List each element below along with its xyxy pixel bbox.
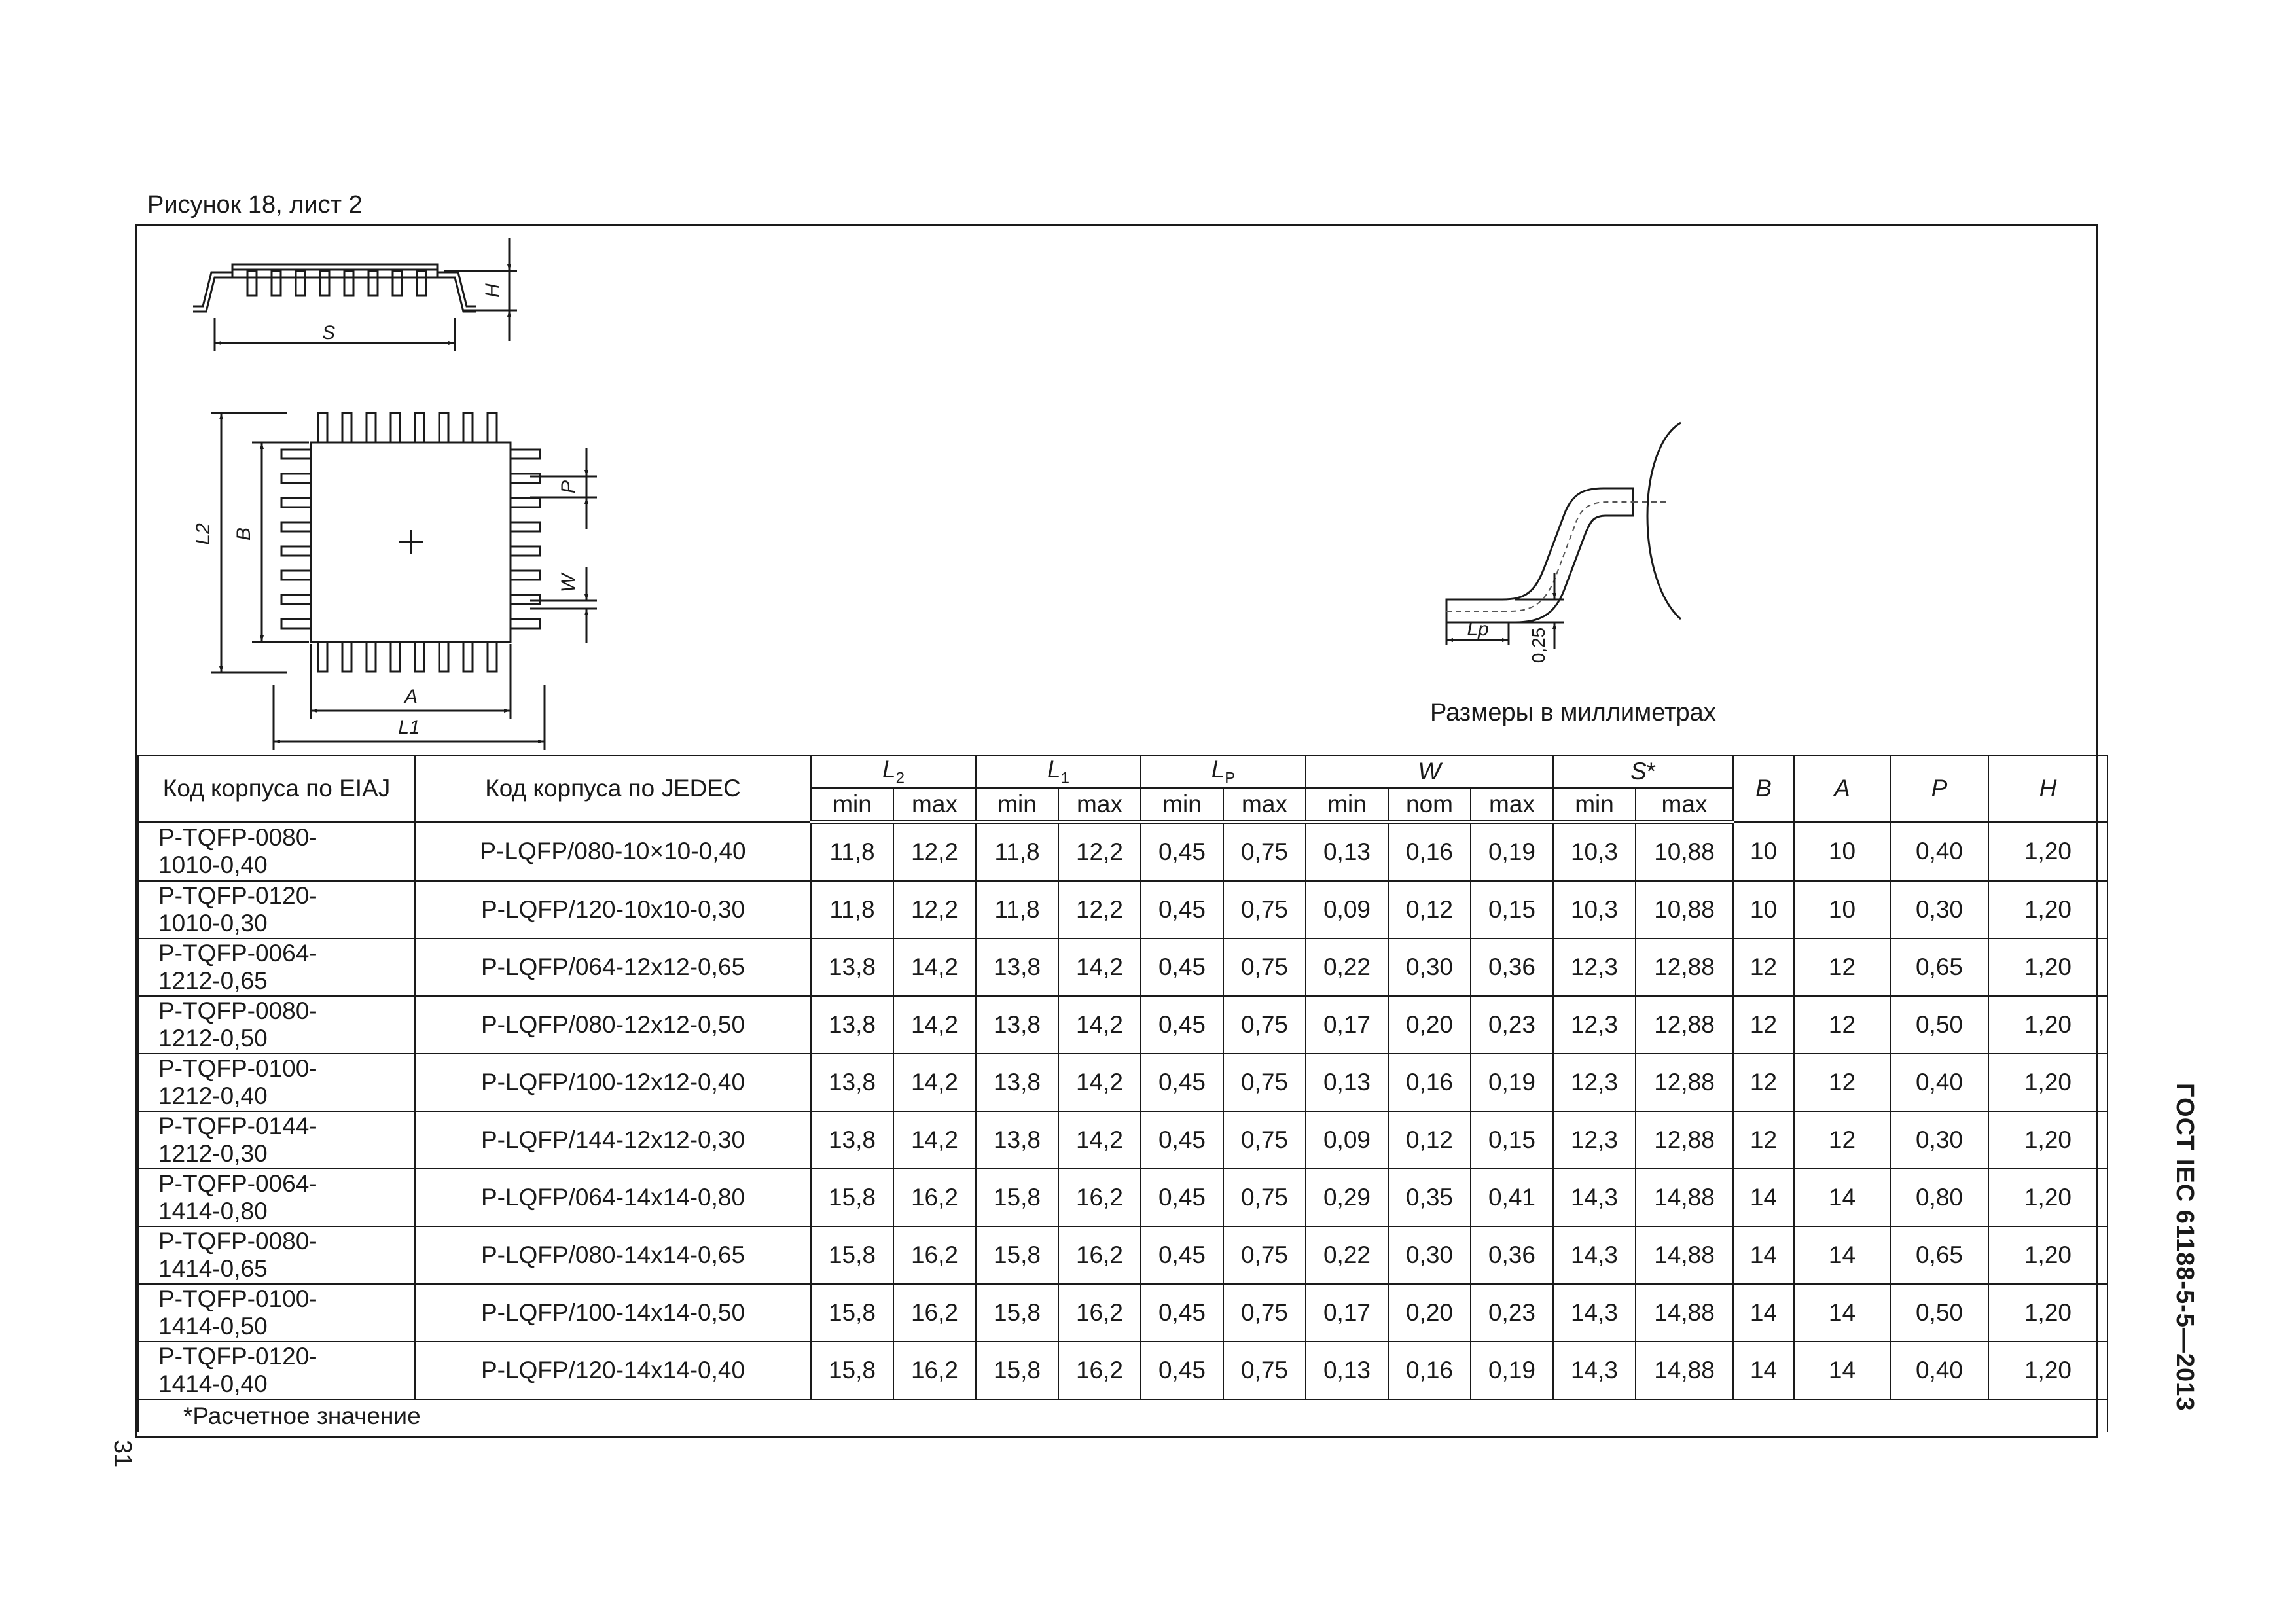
value-cell: 10 — [1733, 881, 1794, 938]
value-cell: 14,2 — [1058, 996, 1141, 1054]
value-cell: 15,8 — [811, 1169, 893, 1226]
eiaj-code-cell: P-TQFP-0080- 1414-0,65 — [138, 1226, 415, 1284]
value-cell: 0,19 — [1471, 822, 1553, 881]
value-cell: 15,8 — [976, 1284, 1058, 1342]
top-lead — [415, 413, 424, 442]
value-cell: 0,16 — [1388, 1342, 1471, 1399]
sub-min: min — [1141, 788, 1223, 822]
value-cell: 10,3 — [1553, 822, 1636, 881]
value-cell: 1,20 — [1988, 1226, 2108, 1284]
value-cell: 0,40 — [1890, 1342, 1988, 1399]
value-cell: 0,75 — [1223, 881, 1306, 938]
value-cell: 12 — [1794, 938, 1890, 996]
jedec-code-cell: P-LQFP/100-14x14-0,50 — [415, 1284, 811, 1342]
bottom-lead — [439, 642, 448, 671]
value-cell: 0,15 — [1471, 1111, 1553, 1169]
eiaj-code-cell: P-TQFP-0120- 1010-0,30 — [138, 881, 415, 938]
value-cell: 12,88 — [1636, 1111, 1733, 1169]
value-cell: 12 — [1794, 1111, 1890, 1169]
value-cell: 16,2 — [1058, 1284, 1141, 1342]
right-lead — [511, 571, 540, 580]
table-row — [138, 822, 2108, 881]
value-cell: 0,75 — [1223, 1226, 1306, 1284]
value-cell: 0,40 — [1890, 822, 1988, 881]
value-cell: 0,16 — [1388, 822, 1471, 881]
standard-label: ГОСТ IEC 61188-5-5—2013 — [2171, 1083, 2198, 1412]
dim-a-label: A — [404, 686, 418, 707]
value-cell: 0,45 — [1141, 881, 1223, 938]
value-cell: 12,3 — [1553, 996, 1636, 1054]
sub-max: max — [1471, 788, 1553, 822]
value-cell: 12,3 — [1553, 938, 1636, 996]
sub-max: max — [893, 788, 976, 822]
left-lead — [281, 522, 311, 531]
page-number: 31 — [109, 1440, 136, 1468]
value-cell: 0,30 — [1890, 881, 1988, 938]
header-a: A — [1794, 755, 1890, 822]
value-cell: 15,8 — [811, 1226, 893, 1284]
value-cell: 0,19 — [1471, 1054, 1553, 1111]
table-row — [138, 1226, 2108, 1284]
bottom-lead — [342, 642, 351, 671]
jedec-code-cell: P-LQFP/120-10x10-0,30 — [415, 881, 811, 938]
table-row — [138, 996, 2108, 1054]
value-cell: 1,20 — [1988, 1054, 2108, 1111]
eiaj-code-cell: P-TQFP-0080- 1010-0,40 — [138, 822, 415, 881]
side-view — [193, 238, 517, 351]
left-lead — [281, 571, 311, 580]
value-cell: 13,8 — [811, 1054, 893, 1111]
side-lead — [393, 271, 402, 296]
dim-lp-label: Lp — [1467, 618, 1489, 640]
value-cell: 1,20 — [1988, 881, 2108, 938]
value-cell: 16,2 — [893, 1342, 976, 1399]
package-drawing — [137, 226, 2096, 755]
right-lead — [511, 498, 540, 507]
value-cell: 0,65 — [1890, 1226, 1988, 1284]
value-cell: 11,8 — [811, 881, 893, 938]
jedec-code-cell: P-LQFP/064-12x12-0,65 — [415, 938, 811, 996]
value-cell: 0,40 — [1890, 1054, 1988, 1111]
sub-min: min — [1306, 788, 1388, 822]
value-cell: 1,20 — [1988, 996, 2108, 1054]
table-row — [138, 1111, 2108, 1169]
value-cell: 14,3 — [1553, 1284, 1636, 1342]
table-row — [138, 1054, 2108, 1111]
side-lead — [320, 271, 329, 296]
value-cell: 12,2 — [893, 881, 976, 938]
right-lead — [511, 619, 540, 628]
value-cell: 0,80 — [1890, 1169, 1988, 1226]
value-cell: 0,15 — [1471, 881, 1553, 938]
side-lead — [247, 271, 257, 296]
jedec-code-cell: P-LQFP/080-12x12-0,50 — [415, 996, 811, 1054]
value-cell: 12 — [1794, 996, 1890, 1054]
left-lead — [281, 546, 311, 556]
value-cell: 0,50 — [1890, 996, 1988, 1054]
right-lead — [511, 474, 540, 483]
jedec-code-cell: P-LQFP/080-10×10-0,40 — [415, 822, 811, 881]
table-row — [138, 938, 2108, 996]
value-cell: 0,45 — [1141, 1111, 1223, 1169]
value-cell: 0,22 — [1306, 938, 1388, 996]
value-cell: 16,2 — [893, 1226, 976, 1284]
value-cell: 10 — [1794, 881, 1890, 938]
value-cell: 0,30 — [1890, 1111, 1988, 1169]
eiaj-code-cell: P-TQFP-0064- 1414-0,80 — [138, 1169, 415, 1226]
value-cell: 13,8 — [976, 1054, 1058, 1111]
dim-p-label: P — [558, 480, 579, 494]
table-row — [138, 1284, 2108, 1342]
value-cell: 12,3 — [1553, 1111, 1636, 1169]
value-cell: 15,8 — [976, 1226, 1058, 1284]
value-cell: 14 — [1733, 1342, 1794, 1399]
figure-frame — [135, 224, 2098, 1438]
value-cell: 0,65 — [1890, 938, 1988, 996]
header-lp: $L_P$ — [1141, 755, 1306, 788]
value-cell: 12,2 — [1058, 881, 1141, 938]
right-lead — [511, 450, 540, 459]
sub-nom: nom — [1388, 788, 1471, 822]
side-lead — [417, 271, 426, 296]
value-cell: 14,88 — [1636, 1169, 1733, 1226]
header-l1: $L_1$ — [976, 755, 1141, 788]
value-cell: 14,3 — [1553, 1226, 1636, 1284]
value-cell: 12 — [1733, 1054, 1794, 1111]
value-cell: 0,20 — [1388, 996, 1471, 1054]
value-cell: 14 — [1733, 1169, 1794, 1226]
dim-s-label: S — [321, 322, 336, 344]
value-cell: 0,45 — [1141, 938, 1223, 996]
value-cell: 0,75 — [1223, 1111, 1306, 1169]
value-cell: 12,88 — [1636, 996, 1733, 1054]
value-cell: 1,20 — [1988, 822, 2108, 881]
value-cell: 0,22 — [1306, 1226, 1388, 1284]
value-cell: 0,13 — [1306, 1054, 1388, 1111]
value-cell: 0,75 — [1223, 1169, 1306, 1226]
header-s: S* — [1553, 755, 1733, 788]
dim-w-label: W — [558, 573, 579, 593]
value-cell: 13,8 — [976, 996, 1058, 1054]
jedec-code-cell: P-LQFP/120-14x14-0,40 — [415, 1342, 811, 1399]
sub-max: max — [1058, 788, 1141, 822]
right-lead — [511, 546, 540, 556]
value-cell: 15,8 — [976, 1342, 1058, 1399]
left-lead — [281, 498, 311, 507]
eiaj-code-cell: P-TQFP-0120- 1414-0,40 — [138, 1342, 415, 1399]
table-row — [138, 1169, 2108, 1226]
top-lead — [318, 413, 327, 442]
value-cell: 11,8 — [976, 881, 1058, 938]
value-cell: 14 — [1794, 1226, 1890, 1284]
eiaj-code-cell: P-TQFP-0144- 1212-0,30 — [138, 1111, 415, 1169]
value-cell: 13,8 — [811, 1111, 893, 1169]
value-cell: 0,12 — [1388, 881, 1471, 938]
table-body — [138, 822, 2108, 1399]
value-cell: 12 — [1733, 996, 1794, 1054]
value-cell: 13,8 — [811, 938, 893, 996]
value-cell: 14,2 — [893, 1054, 976, 1111]
value-cell: 15,8 — [811, 1342, 893, 1399]
value-cell: 10,88 — [1636, 822, 1733, 881]
bottom-lead — [318, 642, 327, 671]
value-cell: 0,75 — [1223, 822, 1306, 881]
value-cell: 0,45 — [1141, 996, 1223, 1054]
value-cell: 12 — [1794, 1054, 1890, 1111]
value-cell: 14,88 — [1636, 1284, 1733, 1342]
side-lead — [368, 271, 378, 296]
value-cell: 0,23 — [1471, 996, 1553, 1054]
dim-025-label: 0,25 — [1528, 627, 1549, 664]
value-cell: 0,41 — [1471, 1169, 1553, 1226]
sub-min: min — [811, 788, 893, 822]
value-cell: 1,20 — [1988, 1111, 2108, 1169]
right-lead — [511, 595, 540, 604]
value-cell: 0,45 — [1141, 1342, 1223, 1399]
value-cell: 0,17 — [1306, 1284, 1388, 1342]
figure-caption: Рисунок 18, лист 2 — [147, 191, 363, 219]
value-cell: 14 — [1733, 1226, 1794, 1284]
header-w: W — [1306, 755, 1553, 788]
sub-max: max — [1636, 788, 1733, 822]
value-cell: 0,20 — [1388, 1284, 1471, 1342]
value-cell: 1,20 — [1988, 1169, 2108, 1226]
value-cell: 0,36 — [1471, 938, 1553, 996]
header-jedec: Код корпуса по JEDEC — [415, 755, 811, 822]
value-cell: 1,20 — [1988, 938, 2108, 996]
value-cell: 0,75 — [1223, 938, 1306, 996]
value-cell: 13,8 — [811, 996, 893, 1054]
value-cell: 11,8 — [811, 822, 893, 881]
lead-detail — [1446, 423, 1681, 649]
value-cell: 14,2 — [1058, 938, 1141, 996]
units-note: Размеры в миллиметрах — [1430, 699, 1716, 726]
value-cell: 13,8 — [976, 938, 1058, 996]
side-lead — [296, 271, 305, 296]
value-cell: 0,75 — [1223, 1342, 1306, 1399]
value-cell: 14 — [1794, 1169, 1890, 1226]
value-cell: 0,45 — [1141, 1169, 1223, 1226]
value-cell: 0,45 — [1141, 1284, 1223, 1342]
bottom-lead — [367, 642, 376, 671]
footnote: *Расчетное значение — [138, 1399, 2108, 1432]
jedec-code-cell: P-LQFP/064-14x14-0,80 — [415, 1169, 811, 1226]
value-cell: 0,35 — [1388, 1169, 1471, 1226]
left-lead — [281, 450, 311, 459]
value-cell: 10 — [1794, 822, 1890, 881]
value-cell: 0,30 — [1388, 1226, 1471, 1284]
value-cell: 12 — [1733, 1111, 1794, 1169]
value-cell: 0,23 — [1471, 1284, 1553, 1342]
left-lead — [281, 474, 311, 483]
jedec-code-cell: P-LQFP/100-12x12-0,40 — [415, 1054, 811, 1111]
top-lead — [391, 413, 400, 442]
dimensions-table — [137, 755, 2108, 1432]
value-cell: 0,29 — [1306, 1169, 1388, 1226]
value-cell: 14 — [1733, 1284, 1794, 1342]
top-lead — [342, 413, 351, 442]
value-cell: 0,16 — [1388, 1054, 1471, 1111]
value-cell: 0,75 — [1223, 996, 1306, 1054]
value-cell: 0,17 — [1306, 996, 1388, 1054]
value-cell: 14,88 — [1636, 1342, 1733, 1399]
value-cell: 0,75 — [1223, 1054, 1306, 1111]
top-lead — [439, 413, 448, 442]
value-cell: 15,8 — [976, 1169, 1058, 1226]
value-cell: 0,75 — [1223, 1284, 1306, 1342]
left-lead — [281, 619, 311, 628]
value-cell: 14,2 — [893, 996, 976, 1054]
value-cell: 0,50 — [1890, 1284, 1988, 1342]
header-h: H — [1988, 755, 2108, 822]
eiaj-code-cell: P-TQFP-0100- 1414-0,50 — [138, 1284, 415, 1342]
eiaj-code-cell: P-TQFP-0064- 1212-0,65 — [138, 938, 415, 996]
header-eiaj: Код корпуса по EIAJ — [138, 755, 415, 822]
value-cell: 14,3 — [1553, 1169, 1636, 1226]
value-cell: 10 — [1733, 822, 1794, 881]
sub-min: min — [1553, 788, 1636, 822]
left-lead — [281, 595, 311, 604]
value-cell: 16,2 — [893, 1169, 976, 1226]
top-lead — [463, 413, 473, 442]
value-cell: 14,2 — [893, 1111, 976, 1169]
value-cell: 10,88 — [1636, 881, 1733, 938]
dim-l1-label: L1 — [398, 717, 420, 738]
value-cell: 0,13 — [1306, 1342, 1388, 1399]
value-cell: 14,2 — [1058, 1111, 1141, 1169]
bottom-lead — [488, 642, 497, 671]
value-cell: 0,13 — [1306, 822, 1388, 881]
bottom-lead — [415, 642, 424, 671]
jedec-code-cell: P-LQFP/080-14x14-0,65 — [415, 1226, 811, 1284]
value-cell: 12,88 — [1636, 1054, 1733, 1111]
value-cell: 14,88 — [1636, 1226, 1733, 1284]
value-cell: 0,45 — [1141, 1054, 1223, 1111]
value-cell: 14,2 — [893, 938, 976, 996]
value-cell: 14,3 — [1553, 1342, 1636, 1399]
sub-max: max — [1223, 788, 1306, 822]
value-cell: 10,3 — [1553, 881, 1636, 938]
value-cell: 1,20 — [1988, 1284, 2108, 1342]
value-cell: 12 — [1733, 938, 1794, 996]
value-cell: 12,2 — [1058, 822, 1141, 881]
table-row — [138, 881, 2108, 938]
value-cell: 0,45 — [1141, 1226, 1223, 1284]
value-cell: 16,2 — [893, 1284, 976, 1342]
bottom-lead — [463, 642, 473, 671]
value-cell: 11,8 — [976, 822, 1058, 881]
value-cell: 12,3 — [1553, 1054, 1636, 1111]
value-cell: 0,19 — [1471, 1342, 1553, 1399]
value-cell: 16,2 — [1058, 1342, 1141, 1399]
jedec-code-cell: P-LQFP/144-12x12-0,30 — [415, 1111, 811, 1169]
value-cell: 14,2 — [1058, 1054, 1141, 1111]
value-cell: 0,12 — [1388, 1111, 1471, 1169]
value-cell: 16,2 — [1058, 1169, 1141, 1226]
value-cell: 16,2 — [1058, 1226, 1141, 1284]
bottom-lead — [391, 642, 400, 671]
header-l2: $L_2$ — [811, 755, 976, 788]
right-lead — [511, 522, 540, 531]
side-lead — [272, 271, 281, 296]
value-cell: 13,8 — [976, 1111, 1058, 1169]
value-cell: 15,8 — [811, 1284, 893, 1342]
value-cell: 0,09 — [1306, 1111, 1388, 1169]
eiaj-code-cell: P-TQFP-0080- 1212-0,50 — [138, 996, 415, 1054]
value-cell: 0,45 — [1141, 822, 1223, 881]
header-b: B — [1733, 755, 1794, 822]
value-cell: 0,36 — [1471, 1226, 1553, 1284]
dim-b-label: B — [233, 527, 255, 541]
value-cell: 12,88 — [1636, 938, 1733, 996]
dim-h-label: H — [482, 283, 503, 298]
value-cell: 12,2 — [893, 822, 976, 881]
value-cell: 0,30 — [1388, 938, 1471, 996]
value-cell: 1,20 — [1988, 1342, 2108, 1399]
header-p: P — [1890, 755, 1988, 822]
side-lead — [344, 271, 353, 296]
value-cell: 14 — [1794, 1284, 1890, 1342]
value-cell: 0,09 — [1306, 881, 1388, 938]
table-row — [138, 1342, 2108, 1399]
top-lead — [488, 413, 497, 442]
dim-l2-label: L2 — [192, 523, 214, 545]
sub-min: min — [976, 788, 1058, 822]
eiaj-code-cell: P-TQFP-0100- 1212-0,40 — [138, 1054, 415, 1111]
top-lead — [367, 413, 376, 442]
value-cell: 14 — [1794, 1342, 1890, 1399]
